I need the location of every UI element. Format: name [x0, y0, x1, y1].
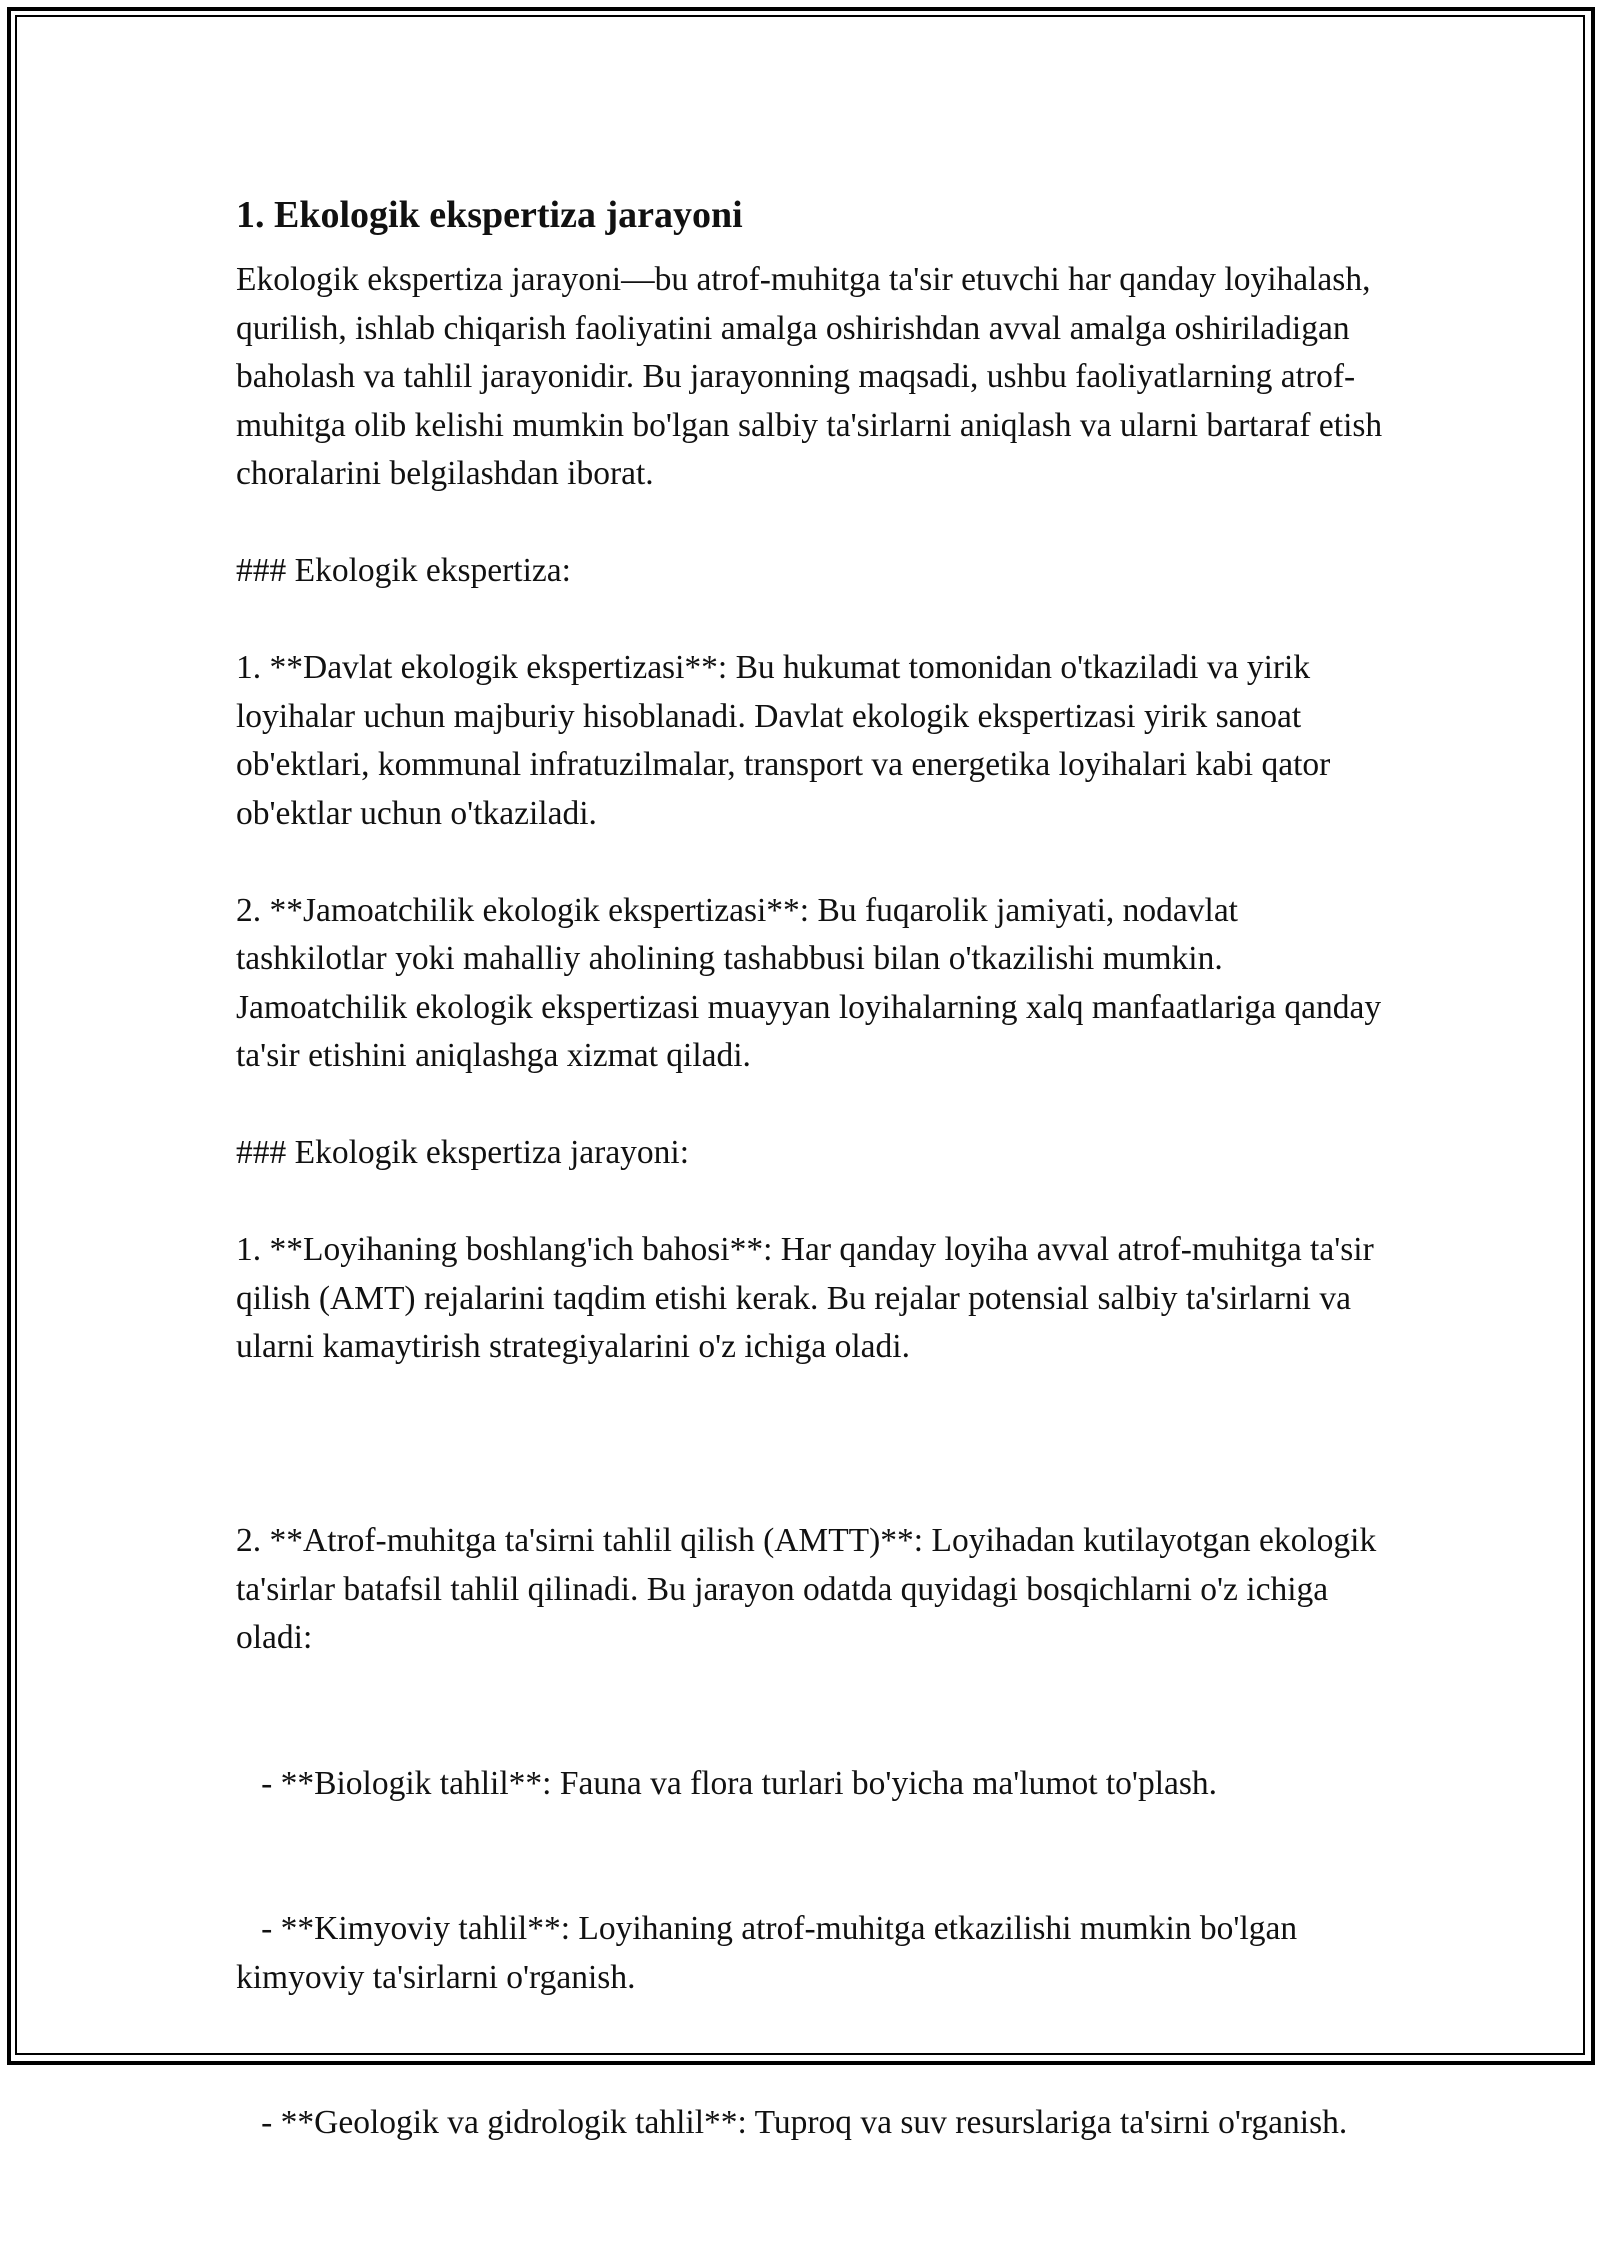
intro-paragraph: Ekologik ekspertiza jarayoni—bu atrof-muhitga ta'sir etuvchi har qanday loyihalash, qurilish, ishlab chiqarish faoliyatini amalga oshirishdan avval amalga oshiriladigan baholash va tahlil jarayonidir. Bu jarayonning maqsadi, ushbu faoliyatlarning atrof-muhitga olib kelishi mumkin bo'lgan salbiy ta'sirlarni aniqlash va ularni bartaraf etish choralarini belgilashdan iborat. [236, 261, 1391, 492]
sub-item-geologik: - **Geologik va gidrologik tahlil**: Tuproq va suv resurslariga ta'sirni o'rganish. [236, 2104, 1348, 2141]
section-heading-jarayon: ### Ekologik ekspertiza jarayoni: [236, 1134, 690, 1171]
section-heading-ekspertiza: ### Ekologik ekspertiza: [236, 552, 571, 589]
list-item-davlat-ekspertiza: 1. **Davlat ekologik ekspertizasi**: Bu hukumat tomonidan o'tkaziladi va yirik loyihalar uchun majburiy hisoblanadi. Davlat ekologik ekspertizasi yirik sanoat ob'ektlari, kommunal infratuzilmalar, transport va energetika loyihalari kabi qator ob'ektlar uchun o'tkaziladi. [236, 649, 1339, 832]
sub-item-kimyoviy: - **Kimyoviy tahlil**: Loyihaning atrof-muhitga etkazilishi mumkin bo'lgan kimyoviy ta'sirlarni o'rganish. [236, 1910, 1306, 1996]
list-item-amtt [236, 1420, 1386, 2245]
document-page [236, 186, 1391, 2245]
amtt-intro-text: 2. **Atrof-muhitga ta'sirni tahlil qilish (AMTT)**: Loyihadan kutilayotgan ekologik ta'sirlar batafsil tahlil qilinadi. Bu jarayon odatda quyidagi bosqichlarni o'z ichiga oladi: [236, 1522, 1385, 1656]
list-item-jamoatchilik-ekspertiza: 2. **Jamoatchilik ekologik ekspertizasi**: Bu fuqarolik jamiyati, nodavlat tashkilotlar yoki mahalliy aholining tashabbusi bilan o'tkazilishi mumkin. Jamoatchilik ekologik ekspertizasi muayyan loyihalarning xalq manfaatlariga qanday ta'sir etishini aniqlashga xizmat qiladi. [236, 891, 1390, 1074]
sub-item-biologik: - **Biologik tahlil**: Fauna va flora turlari bo'yicha ma'lumot to'plash. [236, 1764, 1218, 1802]
list-item-boshlangich-baho: 1. **Loyihaning boshlang'ich bahosi**: Har qanday loyiha avval atrof-muhitga ta'sir qilish (AMT) rejalarini taqdim etishi kerak. Bu rejalar potensial salbiy ta'sirlarni va ularni kamaytirish strategiyalarini o'z ichiga oladi. [236, 1231, 1383, 1365]
document-title: 1. Ekologik ekspertiza jarayoni [236, 194, 743, 236]
